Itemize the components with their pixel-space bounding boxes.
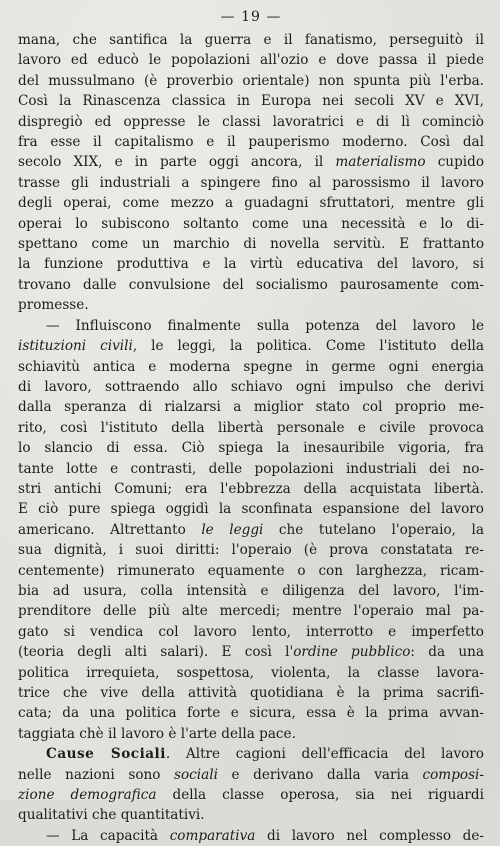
- text-span: lavoro ed educò le popolazioni all'ozio e dove passa il piede: [18, 52, 484, 69]
- text-line: [18, 581, 484, 601]
- text-line: [18, 479, 484, 499]
- text-span: bia ad usura, colla intensità e diligenza del lavoro, l'im-: [18, 582, 484, 599]
- text-line: [18, 459, 484, 479]
- text-span: di lavoro, sottraendo allo schiavo ogni impulso che derivi: [18, 378, 484, 395]
- text-line: [18, 703, 484, 723]
- text-span: degli operai, come mezzo a guadagni sfruttatori, mentre gli: [18, 195, 484, 212]
- italic-text: zione demografica: [18, 787, 157, 804]
- text-span: della classe operosa, sia nei riguardi: [156, 787, 484, 804]
- text-span: nelle nazioni sono: [18, 766, 175, 783]
- text-span: americano. Altrettanto: [18, 521, 202, 538]
- text-span: schiavitù antica e moderna spegne in germe ogni energia: [18, 358, 484, 375]
- text-line: [18, 193, 484, 213]
- text-span: — La capacità: [46, 827, 170, 844]
- text-span: gato si vendica col lavoro lento, interrotto e imperfetto: [18, 623, 484, 640]
- text-span: — Influiscono finalmente sulla potenza del lavoro le: [46, 317, 484, 334]
- bold-heading-text: Cause Sociali: [46, 746, 166, 763]
- text-line: [18, 826, 484, 846]
- text-line: [18, 520, 484, 540]
- text-line: [18, 91, 484, 111]
- text-line: [18, 683, 484, 703]
- italic-text: materialismo: [335, 154, 426, 171]
- text-line: [18, 295, 484, 315]
- text-span: taggiata chè il lavoro è l'arte della pace.: [18, 725, 296, 742]
- page-number: — 19 —: [220, 9, 282, 25]
- italic-text: comparativa: [169, 827, 256, 844]
- text-line: [18, 438, 484, 458]
- italic-text: ordine pubblico: [293, 644, 411, 661]
- text-line: [18, 336, 484, 356]
- text-span: fra esse il capitalismo e il pauperismo moderno. Così dal: [18, 134, 484, 151]
- text-span: . Altre cagioni dell'efficacia del lavoro: [165, 746, 484, 763]
- text-line: [18, 30, 484, 50]
- text-span: prenditore delle più alte mercedi; mentre l'operaio mal pa-: [18, 603, 484, 620]
- text-span: politica irrequieta, sospettosa, violenta, la classe lavora-: [18, 664, 484, 681]
- text-line: [18, 50, 484, 70]
- text-line: [18, 397, 484, 417]
- text-line: [18, 561, 484, 581]
- text-span: cupido: [425, 154, 484, 171]
- italic-text: composi-: [422, 766, 484, 783]
- text-span: : da una: [410, 644, 484, 661]
- text-line: [18, 234, 484, 254]
- text-line: [18, 499, 484, 519]
- text-span: lo slancio di essa. Ciò spiega la inesauribile vigoria, fra: [18, 440, 484, 457]
- text-line: [18, 132, 484, 152]
- text-line: [18, 765, 484, 785]
- text-line: [18, 601, 484, 621]
- text-span: la funzione produttiva e la virtù educativa del lavoro, si: [18, 256, 484, 273]
- text-line: [18, 744, 484, 764]
- text-span: E ciò pure spiega oggidì la sconfinata espansione del lavoro: [18, 501, 484, 518]
- text-span: del mussulmano (è proverbio orientale) non spunta più l'erba.: [18, 72, 484, 89]
- body-text: [18, 30, 484, 846]
- text-span: trovano dalle convulsione del socialismo paurosamente com-: [18, 276, 484, 293]
- text-span: centemente) rimunerato equamente o con larghezza, ricam-: [18, 562, 484, 579]
- text-span: operai lo subiscono soltanto come una necessità e lo di-: [18, 215, 484, 232]
- text-span: (teoria degli alti salari). E così l': [18, 644, 294, 661]
- text-span: che tutelano l'operaio, la: [263, 521, 484, 538]
- text-span: trasse gli industriali a spingere fino al parossismo il lavoro: [18, 174, 484, 191]
- text-line: [18, 724, 484, 744]
- text-span: tante lotte e contrasti, delle popolazioni industriali dei no-: [18, 460, 484, 477]
- text-span: stri antichi Comuni; era l'ebbrezza della acquistata libertà.: [18, 480, 484, 497]
- text-span: qualitativi che quantitativi.: [18, 807, 205, 824]
- text-line: [18, 805, 484, 825]
- text-span: di lavoro nel complesso de-: [255, 827, 485, 844]
- text-line: [18, 254, 484, 274]
- italic-text: le leggi: [201, 521, 264, 538]
- text-span: rito, così l'istituto della libertà personale e civile provoca: [18, 419, 484, 436]
- text-line: [18, 71, 484, 91]
- text-span: sua dignità, i suoi diritti: l'operaio (è prova constatata re-: [18, 542, 484, 559]
- text-span: promesse.: [18, 297, 89, 314]
- text-span: , le leggi, la politica. Come l'istituto della: [132, 338, 484, 355]
- text-span: spettano come un marchio di novella servitù. E frattanto: [18, 236, 484, 253]
- text-line: [18, 275, 484, 295]
- text-span: secolo XIX, e in parte oggi ancora, il: [18, 154, 336, 171]
- text-line: [18, 663, 484, 683]
- text-line: [18, 214, 484, 234]
- text-span: dispregiò ed oppresse le classi lavoratrici e di lì cominciò: [18, 113, 484, 130]
- text-span: e derivano dalla varia: [217, 766, 423, 783]
- italic-text: istituzioni civili: [18, 338, 133, 355]
- text-span: dalla speranza di rialzarsi a miglior stato col proprio me-: [18, 399, 484, 416]
- text-line: [18, 377, 484, 397]
- text-line: [18, 357, 484, 377]
- text-line: [18, 622, 484, 642]
- text-line: [18, 418, 484, 438]
- text-line: [18, 642, 484, 662]
- text-span: mana, che santifica la guerra e il fanatismo, perseguitò il: [18, 32, 484, 48]
- text-line: [18, 540, 484, 560]
- text-line: [18, 173, 484, 193]
- italic-text: sociali: [174, 766, 218, 783]
- text-span: Così la Rinascenza classica in Europa nei secoli XV e XVI,: [18, 93, 484, 110]
- text-span: cata; da una politica forte e sicura, essa è la prima avvan-: [18, 705, 484, 722]
- text-line: [18, 316, 484, 336]
- text-line: [18, 785, 484, 805]
- text-line: [18, 112, 484, 132]
- text-line: [18, 152, 484, 172]
- text-span: trice che vive della attività quotidiana è la prima sacrifi-: [18, 685, 484, 701]
